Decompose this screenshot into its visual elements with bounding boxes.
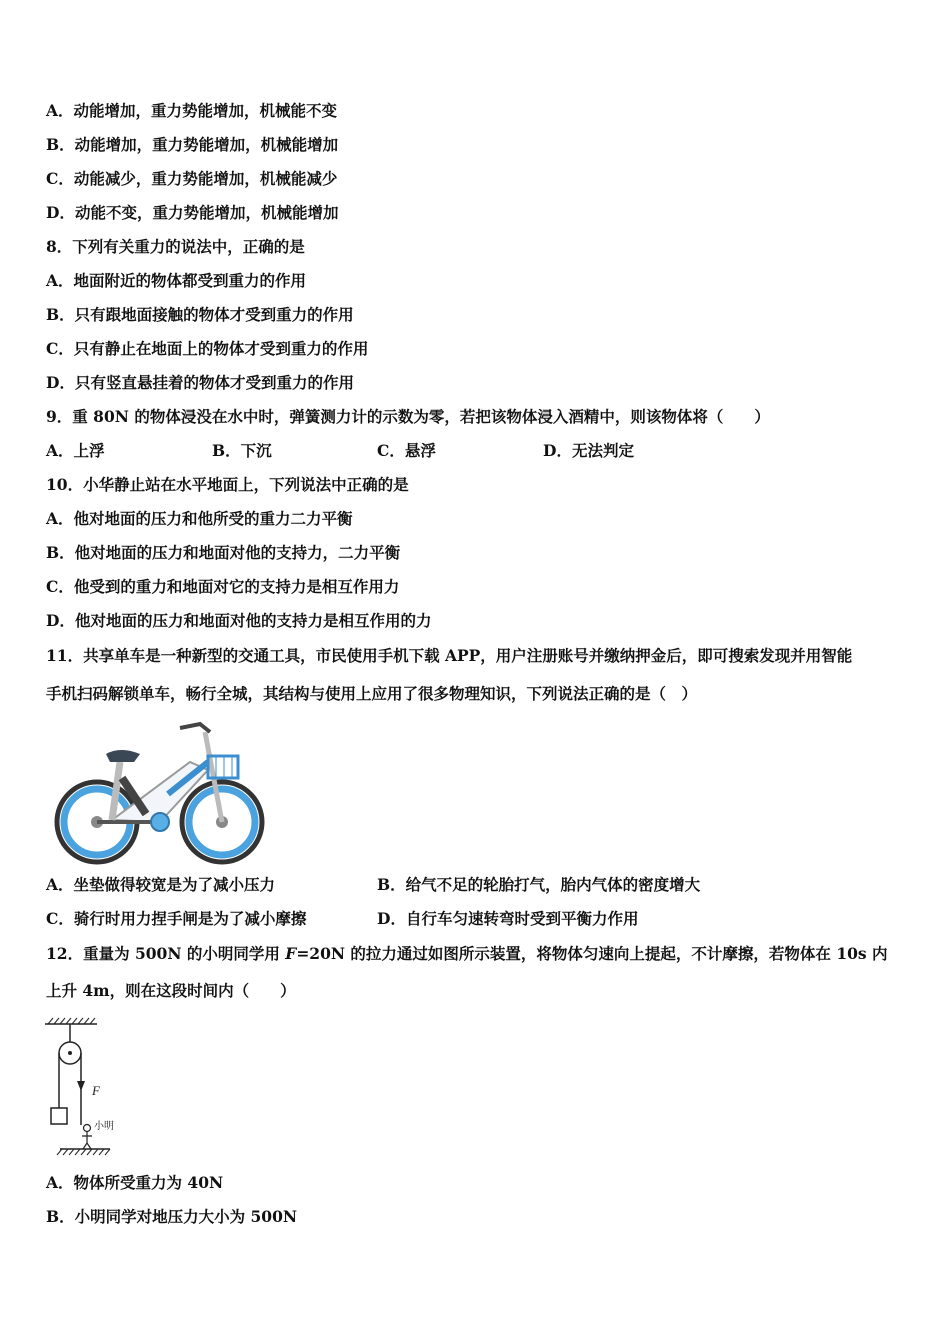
q10-option-b: B．他对地面的压力和地面对他的支持力，二力平衡 [46,543,401,562]
crank [151,813,169,831]
q9-option-c: C．悬浮 [377,441,436,460]
q7-option-d: D．动能不变，重力势能增加，机械能增加 [46,203,339,222]
q8-stem: 8．下列有关重力的说法中，正确的是 [46,237,305,256]
force-arrow [77,1081,85,1091]
q9-option-b: B．下沉 [212,441,272,460]
q7-option-b: B．动能增加，重力势能增加，机械能增加 [46,135,339,154]
q9-option-d: D．无法判定 [543,441,634,460]
q10-stem: 10．小华静止站在水平地面上，下列说法中正确的是 [46,475,409,494]
q9-option-a: A．上浮 [46,441,105,460]
person-icon [84,1125,91,1132]
q7-option-c: C．动能减少，重力势能增加，机械能减少 [46,169,338,188]
seat-tube [112,762,120,820]
q10-option-c: C．他受到的重力和地面对它的支持力是相互作用力 [46,577,400,596]
q7-option-a: A．动能增加，重力势能增加，机械能不变 [46,101,338,120]
shared-bicycle-figure [50,718,265,866]
q11-option-a: A．坐垫做得较宽是为了减小压力 [46,875,276,894]
q12-stem-line-2: 上升 4m，则在这段时间内（ ） [46,981,296,1000]
q11-option-d: D．自行车匀速转弯时受到平衡力作用 [377,909,639,928]
q8-option-c: C．只有静止在地面上的物体才受到重力的作用 [46,339,369,358]
q9-stem: 9．重 80N 的物体浸没在水中时，弹簧测力计的示数为零，若把该物体浸入酒精中，则该物体将（ ） [46,407,770,426]
q12-stem-line-1 [46,944,888,964]
q12-option-a: A．物体所受重力为 40N [46,1173,224,1192]
pulley-diagram-figure [40,1015,140,1160]
q12-force-symbol: F [285,944,297,963]
force-label: F [92,1083,100,1098]
person-label: 小明 [94,1121,114,1132]
q11-stem-line-1: 11．共享单车是一种新型的交通工具，市民使用手机下载 APP，用户注册账号并缴纳押金后，即可搜索发现并用智能 [46,646,853,665]
q8-option-a: A．地面附近的物体都受到重力的作用 [46,271,307,290]
q12-stem-part-a: 12．重量为 500N 的小明同学用 [46,944,286,963]
weight-block [51,1108,67,1124]
q10-option-d: D．他对地面的压力和地面对他的支持力是相互作用的力 [46,611,432,630]
q11-stem-line-2: 手机扫码解锁单车，畅行全城，其结构与使用上应用了很多物理知识，下列说法正确的是（ ） [46,684,698,703]
bike-seat [106,750,140,762]
q11-option-c: C．骑行时用力捏手闸是为了减小摩擦 [46,909,307,928]
q11-option-b: B．给气不足的轮胎打气，胎内气体的密度增大 [377,875,701,894]
q12-option-b: B．小明同学对地压力大小为 500N [46,1207,298,1226]
q10-option-a: A．他对地面的压力和他所受的重力二力平衡 [46,509,353,528]
q8-option-b: B．只有跟地面接触的物体才受到重力的作用 [46,305,354,324]
handlebar [180,724,210,732]
q8-option-d: D．只有竖直悬挂着的物体才受到重力的作用 [46,373,354,392]
q12-stem-part-b: =20N 的拉力通过如图所示装置，将物体匀速向上提起，不计摩擦，若物体在 10s 内 [296,944,888,963]
